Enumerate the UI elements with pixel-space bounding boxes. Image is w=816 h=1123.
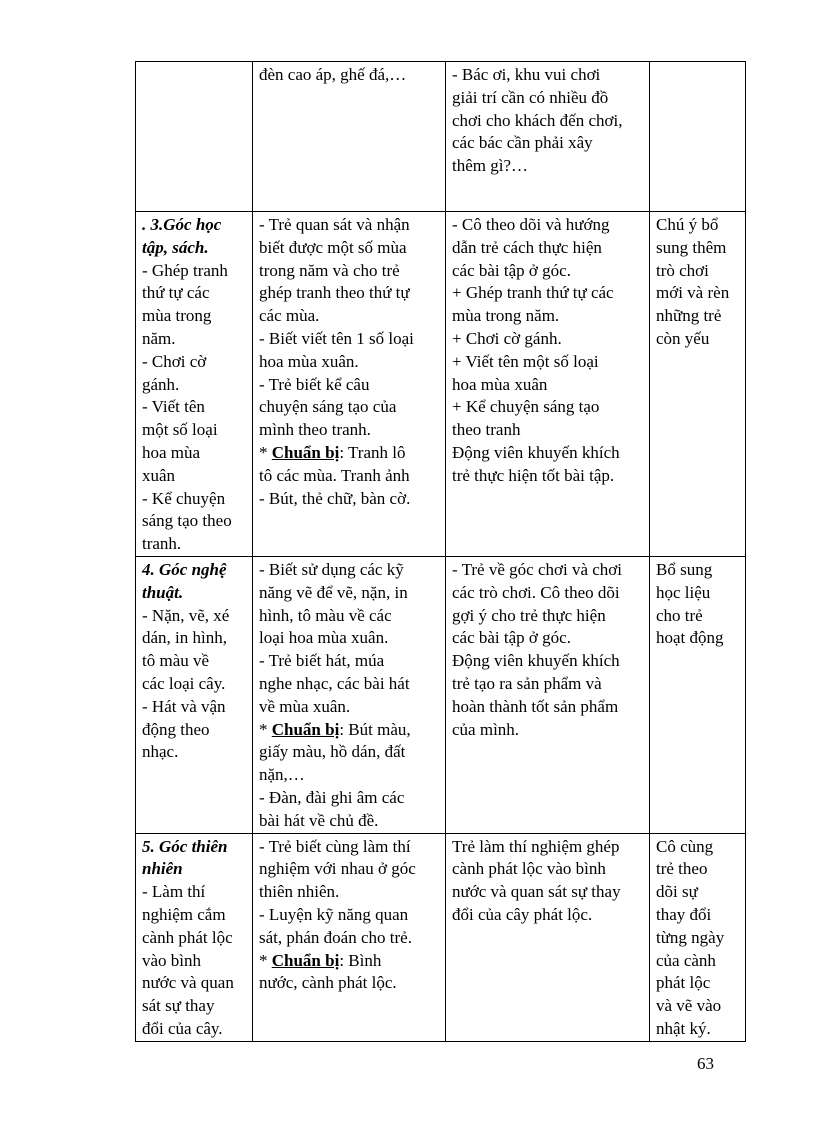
- objective-line: đèn cao áp, ghế đá,…: [259, 65, 407, 84]
- table-row: [136, 62, 746, 212]
- corner-activity-line: mùa trong: [142, 306, 212, 326]
- corner-activity-line: đổi của cây.: [142, 1018, 223, 1038]
- guidance-line: + Ghép tranh thứ tự các: [452, 283, 614, 303]
- guidance-cell: [446, 556, 650, 833]
- objective-line: biết được một số mùa: [259, 237, 407, 257]
- corner-activity-line: tô màu về: [142, 651, 210, 671]
- guidance-line: của mình.: [452, 719, 520, 739]
- page-number: 63: [697, 1054, 714, 1073]
- note-line: và vẽ vào: [656, 996, 722, 1016]
- objective-line: bài hát về chủ đề.: [259, 810, 379, 830]
- corner-title: 5. Góc thiên: [142, 836, 228, 856]
- guidance-line: giải trí cần có nhiều đồ: [452, 87, 609, 107]
- activity-plan-table: [135, 61, 746, 1042]
- preparation-label: Chuẩn bị: [271, 719, 340, 739]
- objective-line: - Biết sử dụng các kỹ: [259, 559, 404, 579]
- note-cell: [650, 62, 746, 212]
- objective-line: trong năm và cho trẻ: [259, 260, 400, 280]
- guidance-line: Động viên khuyến khích: [452, 442, 620, 462]
- guidance-line: trẻ thực hiện tốt bài tập.: [452, 465, 615, 485]
- objective-line: - Trẻ quan sát và nhận: [259, 215, 410, 234]
- note-line: Chú ý bổ: [656, 215, 719, 234]
- guidance-line: - Trẻ về góc chơi và chơi: [452, 559, 622, 579]
- bullet-star: *: [259, 719, 272, 739]
- objective-line: thiên nhiên.: [259, 882, 340, 902]
- corner-activity-line: nước và quan: [142, 973, 234, 993]
- preparation-text-line: giấy màu, hồ dán, đất: [259, 742, 406, 762]
- note-line: của cành: [656, 950, 716, 970]
- corner-activity-line: - Làm thí: [142, 882, 206, 902]
- note-line: nhật ký.: [656, 1018, 711, 1038]
- guidance-line: - Cô theo dõi và hướng: [452, 215, 610, 234]
- corner-activity-line: - Nặn, vẽ, xé: [142, 605, 230, 625]
- corner-activity-line: động theo: [142, 719, 210, 739]
- corner-cell: [136, 833, 253, 1041]
- guidance-line: + Kể chuyện sáng tạo: [452, 397, 600, 417]
- bullet-star: *: [259, 442, 272, 462]
- corner-activity-line: thứ tự các: [142, 283, 210, 303]
- corner-title: thuật.: [142, 582, 184, 602]
- guidance-line: các bài tập ở góc.: [452, 628, 571, 648]
- objective-cell: [253, 556, 446, 833]
- objective-line: về mùa xuân.: [259, 696, 351, 716]
- guidance-line: dẫn trẻ cách thực hiện: [452, 237, 602, 257]
- guidance-cell: [446, 212, 650, 557]
- preparation-text-line: nặn,…: [259, 765, 305, 785]
- corner-activity-line: gánh.: [142, 374, 180, 394]
- preparation-text: : Tranh lô: [339, 442, 406, 462]
- guidance-line: Động viên khuyến khích: [452, 651, 620, 671]
- table-row: [136, 833, 746, 1041]
- corner-activity-line: năm.: [142, 328, 176, 348]
- preparation-label: Chuẩn bị: [271, 950, 340, 970]
- guidance-line: mùa trong năm.: [452, 306, 560, 326]
- note-line: Cô cùng: [656, 836, 714, 856]
- objective-line: loại hoa mùa xuân.: [259, 628, 389, 648]
- corner-activity-line: sáng tạo theo: [142, 511, 232, 531]
- guidance-line: theo tranh: [452, 420, 521, 440]
- corner-activity-line: xuân: [142, 465, 176, 485]
- objective-line: - Trẻ biết hát, múa: [259, 651, 385, 671]
- bullet-star: *: [259, 950, 272, 970]
- guidance-line: các bài tập ở góc.: [452, 260, 571, 280]
- note-line: trẻ theo: [656, 859, 708, 879]
- guidance-cell: [446, 62, 650, 212]
- objective-line: các mùa.: [259, 306, 320, 326]
- objective-line: sát, phán đoán cho trẻ.: [259, 927, 412, 947]
- guidance-line: các trò chơi. Cô theo dõi: [452, 582, 620, 602]
- objective-line: - Luyện kỹ năng quan: [259, 904, 409, 924]
- note-line: thay đổi: [656, 904, 712, 924]
- objective-line: nghe nhạc, các bài hát: [259, 673, 410, 693]
- corner-title: 4. Góc nghệ: [142, 559, 227, 579]
- objective-cell: [253, 62, 446, 212]
- table-row: [136, 556, 746, 833]
- preparation-text: : Bình: [339, 950, 382, 970]
- corner-title: tập, sách.: [142, 237, 209, 257]
- objective-line: - Đàn, đài ghi âm các: [259, 787, 405, 807]
- note-line: trò chơi: [656, 260, 709, 280]
- corner-activity-line: tranh.: [142, 534, 182, 554]
- preparation-line: [259, 719, 440, 742]
- guidance-line: các bác cần phải xây: [452, 133, 593, 153]
- corner-activity-line: - Ghép tranh: [142, 260, 228, 280]
- objective-line: - Bút, thẻ chữ, bàn cờ.: [259, 488, 411, 508]
- preparation-text: : Bút màu,: [339, 719, 411, 739]
- corner-activity-line: các loại cây.: [142, 673, 226, 693]
- note-line: học liệu: [656, 582, 711, 602]
- objective-line: hoa mùa xuân.: [259, 351, 359, 371]
- objective-line: mình theo tranh.: [259, 420, 371, 440]
- guidance-line: đổi của cây phát lộc.: [452, 904, 593, 924]
- note-line: hoạt động: [656, 628, 724, 648]
- corner-activity-line: nghiệm cắm: [142, 904, 226, 924]
- corner-activity-line: - Chơi cờ: [142, 351, 207, 371]
- note-line: dõi sự: [656, 882, 698, 902]
- guidance-line: cành phát lộc vào bình: [452, 859, 606, 879]
- guidance-line: nước và quan sát sự thay: [452, 882, 621, 902]
- note-line: Bổ sung: [656, 559, 713, 579]
- note-line: mới và rèn: [656, 283, 730, 303]
- corner-activity-line: dán, in hình,: [142, 628, 227, 648]
- note-cell: [650, 833, 746, 1041]
- preparation-text-line: nước, cành phát lộc.: [259, 973, 397, 993]
- corner-cell: [136, 556, 253, 833]
- guidance-cell: [446, 833, 650, 1041]
- guidance-line: trẻ tạo ra sản phẩm và: [452, 673, 602, 693]
- corner-cell: [136, 62, 253, 212]
- note-cell: [650, 556, 746, 833]
- objective-cell: [253, 833, 446, 1041]
- note-line: sung thêm: [656, 237, 727, 257]
- guidance-line: Trẻ làm thí nghiệm ghép: [452, 836, 620, 856]
- corner-activity-line: hoa mùa: [142, 442, 201, 462]
- corner-activity-line: - Hát và vận: [142, 696, 226, 716]
- note-line: những trẻ: [656, 306, 722, 326]
- corner-activity-line: sát sự thay: [142, 996, 215, 1016]
- corner-activity-line: nhạc.: [142, 742, 179, 762]
- note-line: còn yếu: [656, 328, 710, 348]
- guidance-line: - Bác ơi, khu vui chơi: [452, 65, 601, 84]
- preparation-line: [259, 950, 440, 973]
- corner-cell: [136, 212, 253, 557]
- guidance-line: + Chơi cờ gánh.: [452, 328, 562, 348]
- objective-line: hình, tô màu về các: [259, 605, 392, 625]
- objective-line: chuyện sáng tạo của: [259, 397, 397, 417]
- corner-title: nhiên: [142, 859, 183, 879]
- note-cell: [650, 212, 746, 557]
- table-body: [136, 62, 746, 1042]
- guidance-line: chơi cho khách đến chơi,: [452, 110, 623, 130]
- preparation-line: [259, 442, 440, 465]
- preparation-label: Chuẩn bị: [271, 442, 340, 462]
- objective-cell: [253, 212, 446, 557]
- objective-line: ghép tranh theo thứ tự: [259, 283, 410, 303]
- corner-activity-line: - Viết tên: [142, 397, 205, 417]
- corner-activity-line: cành phát lộc: [142, 927, 233, 947]
- guidance-line: hoàn thành tốt sản phẩm: [452, 696, 619, 716]
- guidance-line: hoa mùa xuân: [452, 374, 548, 394]
- objective-line: - Trẻ biết cùng làm thí: [259, 836, 411, 856]
- preparation-text-line: tô các mùa. Tranh ảnh: [259, 465, 410, 485]
- corner-activity-line: một số loại: [142, 420, 218, 440]
- corner-activity-line: - Kể chuyện: [142, 488, 226, 508]
- note-line: phát lộc: [656, 973, 711, 993]
- corner-title: . 3.Góc học: [142, 215, 222, 234]
- objective-line: năng vẽ để vẽ, nặn, in: [259, 582, 408, 602]
- guidance-line: gợi ý cho trẻ thực hiện: [452, 605, 606, 625]
- note-line: cho trẻ: [656, 605, 703, 625]
- table-row: [136, 212, 746, 557]
- guidance-line: thêm gì?…: [452, 156, 529, 176]
- note-line: từng ngày: [656, 927, 725, 947]
- corner-activity-line: vào bình: [142, 950, 202, 970]
- objective-line: - Biết viết tên 1 số loại: [259, 328, 414, 348]
- guidance-line: + Viết tên một số loại: [452, 351, 599, 371]
- objective-line: nghiệm với nhau ở góc: [259, 859, 416, 879]
- objective-line: - Trẻ biết kể câu: [259, 374, 370, 394]
